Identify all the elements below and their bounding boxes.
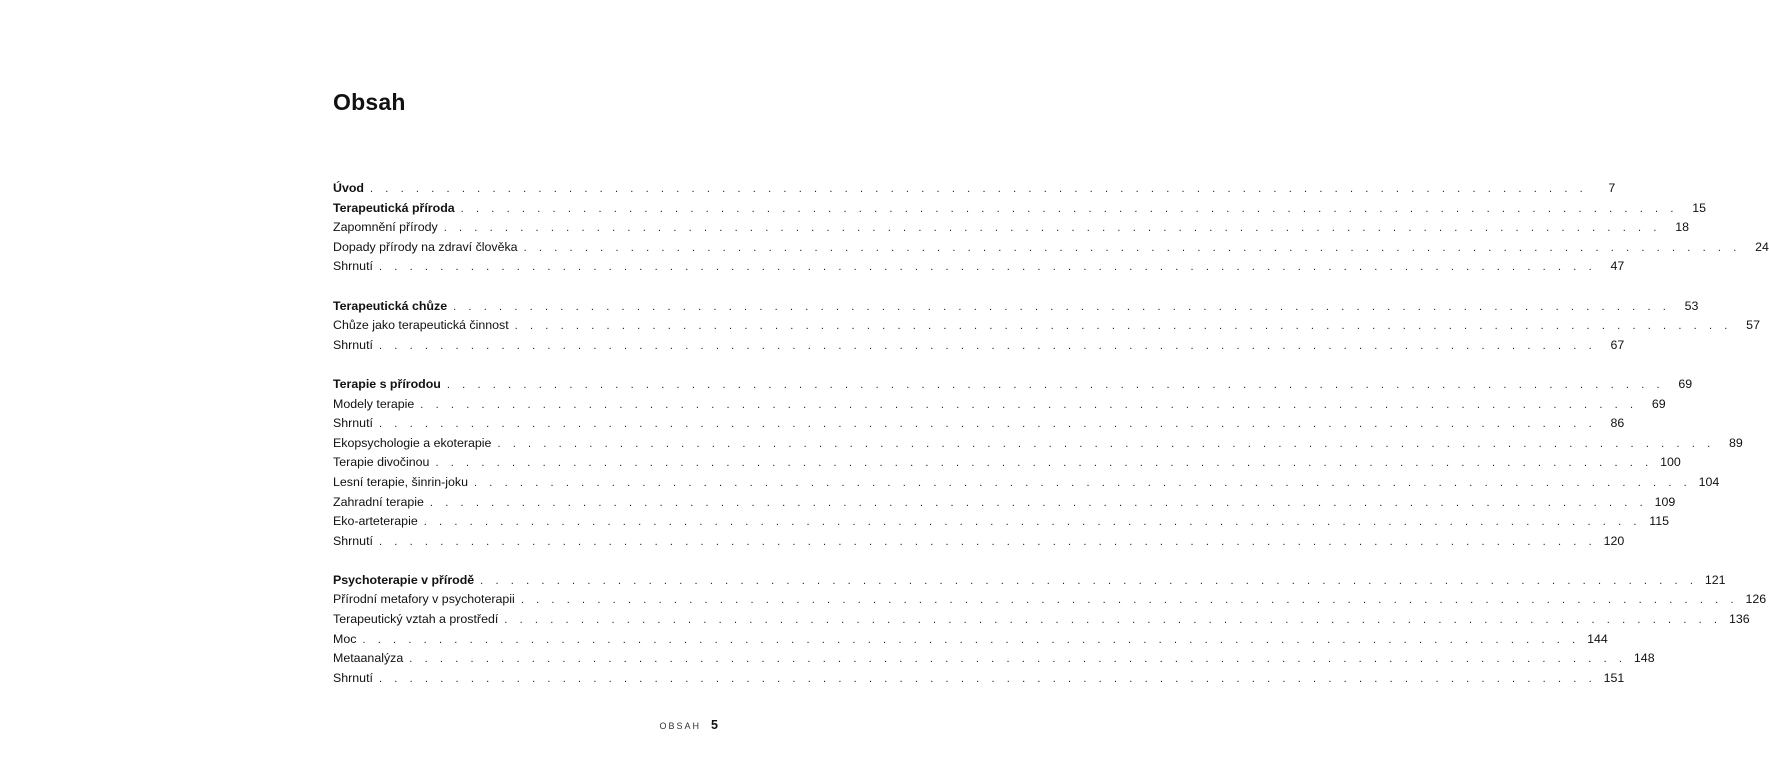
toc-dot-leader: . . . . . . . . . . . . . . . . . . . . . . . . . . . . . . . . . . . . . . . . . . . . . . . . . . . . . . . . . . . . . . . . . . . . . . . . . . . . . . . . — [474, 476, 1692, 489]
toc-entry-label: Terapie s přírodou — [333, 376, 441, 391]
toc-entry-label: Shrnutí — [333, 259, 373, 274]
toc-entry-page: 151 — [1603, 670, 1625, 685]
toc-entry-page: 18 — [1675, 220, 1690, 235]
toc-subsection-entry — [333, 493, 1676, 513]
toc-entry-label: Terapeutická chůze — [333, 298, 448, 313]
toc-dot-leader: . . . . . . . . . . . . . . . . . . . . . . . . . . . . . . . . . . . . . . . . . . . . . . . . . . . . . . . . . . . . . . . . . . . . . . . . . . . . . . . . — [378, 418, 1597, 431]
toc-subsection-entry — [333, 669, 1625, 689]
toc-entry-label: Lesní terapie, šinrin-joku — [333, 474, 468, 489]
toc-dot-leader: . . . . . . . . . . . . . . . . . . . . . . . . . . . . . . . . . . . . . . . . . . . . . . . . . . . . . . . . . . . . . . . . . . . . . . . . . . . . . . . . — [409, 653, 1627, 666]
toc-chapter-entry — [333, 571, 1726, 591]
toc-entry-page: 121 — [1704, 572, 1726, 587]
toc-dot-leader: . . . . . . . . . . . . . . . . . . . . . . . . . . . . . . . . . . . . . . . . . . . . . . . . . . . . . . . . . . . . . . . . . . . . . . . . . . . . . . . . — [443, 222, 1662, 235]
toc-entry-label: Dopady přírody na zdraví člověka — [333, 239, 518, 254]
toc-entry-label: Terapie divočinou — [333, 455, 430, 470]
toc-entry-page: 120 — [1603, 533, 1625, 548]
toc-entry-label: Shrnutí — [333, 416, 373, 431]
toc-entry-page: 136 — [1728, 612, 1750, 627]
toc-entry-page: 47 — [1610, 259, 1625, 274]
toc-entry-page: 89 — [1728, 435, 1743, 450]
toc-subsection-entry — [333, 532, 1625, 552]
toc-subsection-entry — [333, 238, 1769, 258]
toc-dot-leader: . . . . . . . . . . . . . . . . . . . . . . . . . . . . . . . . . . . . . . . . . . . . . . . . . . . . . . . . . . . . . . . . . . . . . . . . . . . . . . . . — [378, 339, 1597, 352]
toc-entry-page: 7 — [1608, 181, 1616, 195]
toc-dot-leader: . . . . . . . . . . . . . . . . . . . . . . . . . . . . . . . . . . . . . . . . . . . . . . . . . . . . . . . . . . . . . . . . . . . . . . . . . . . . . . . . — [423, 516, 1642, 529]
toc-entry-page: 69 — [1651, 396, 1666, 411]
toc-dot-leader: . . . . . . . . . . . . . . . . . . . . . . . . . . . . . . . . . . . . . . . . . . . . . . . . . . . . . . . . . . . . . . . . . . . . . . . . . . . . . . . . — [369, 183, 1588, 195]
toc-chapter-entry — [333, 297, 1699, 317]
toc-entry-label: Zahradní terapie — [333, 494, 424, 509]
toc-entry-label: Terapeutický vztah a prostředí — [333, 612, 499, 627]
running-footer-label: OBSAH — [659, 721, 702, 731]
toc-subsection-entry — [333, 414, 1625, 434]
toc-entry-label: Modely terapie — [333, 396, 415, 411]
toc-entry-page: 126 — [1745, 592, 1767, 607]
toc-entry-label: Úvod — [333, 181, 364, 195]
toc-dot-leader: . . . . . . . . . . . . . . . . . . . . . . . . . . . . . . . . . . . . . . . . . . . . . . . . . . . . . . . . . . . . . . . . . . . . . . . . . . . . . . . . — [362, 633, 1580, 646]
toc-entry-page: 53 — [1684, 298, 1699, 313]
toc-dot-leader: . . . . . . . . . . . . . . . . . . . . . . . . . . . . . . . . . . . . . . . . . . . . . . . . . . . . . . . . . . . . . . . . . . . . . . . . . . . . . . . . — [480, 574, 1698, 587]
toc-entry-page: 104 — [1698, 474, 1720, 489]
toc-subsection-entry — [333, 316, 1760, 336]
toc-entry-label: Zapomnění přírody — [333, 220, 438, 235]
toc-subsection-entry — [333, 434, 1743, 454]
toc-entry-label: Shrnutí — [333, 533, 373, 548]
toc-entry-label: Shrnutí — [333, 670, 373, 685]
toc-subsection-entry — [333, 630, 1608, 650]
page-title: Obsah — [333, 89, 406, 116]
toc-dot-leader: . . . . . . . . . . . . . . . . . . . . . . . . . . . . . . . . . . . . . . . . . . . . . . . . . . . . . . . . . . . . . . . . . . . . . . . . . . . . . . . . — [435, 457, 1653, 470]
toc-subsection-entry — [333, 590, 1767, 610]
toc-dot-leader: . . . . . . . . . . . . . . . . . . . . . . . . . . . . . . . . . . . . . . . . . . . . . . . . . . . . . . . . . . . . . . . . . . . . . . . . . . . . . . . . — [504, 614, 1722, 627]
toc-dot-leader: . . . . . . . . . . . . . . . . . . . . . . . . . . . . . . . . . . . . . . . . . . . . . . . . . . . . . . . . . . . . . . . . . . . . . . . . . . . . . . . . — [378, 535, 1597, 548]
toc-entry-page: 100 — [1660, 455, 1681, 470]
toc-dot-leader: . . . . . . . . . . . . . . . . . . . . . . . . . . . . . . . . . . . . . . . . . . . . . . . . . . . . . . . . . . . . . . . . . . . . . . . . . . . . . . . . — [429, 496, 1648, 509]
page-footer — [632, 718, 718, 732]
toc-entry-page: 86 — [1610, 416, 1625, 431]
toc-entry-page: 67 — [1610, 337, 1625, 352]
toc-dot-leader: . . . . . . . . . . . . . . . . . . . . . . . . . . . . . . . . . . . . . . . . . . . . . . . . . . . . . . . . . . . . . . . . . . . . . . . . . . . . . . . . — [514, 320, 1732, 333]
toc-subsection-entry — [333, 649, 1655, 669]
toc-subsection-entry — [333, 336, 1625, 356]
toc-entry-page: 57 — [1746, 318, 1760, 333]
toc-subsection-entry — [333, 257, 1625, 277]
toc-entry-label: Moc — [333, 631, 357, 646]
toc-dot-leader: . . . . . . . . . . . . . . . . . . . . . . . . . . . . . . . . . . . . . . . . . . . . . . . . . . . . . . . . . . . . . . . . . . . . . . . . . . . . . . . . — [446, 378, 1665, 391]
toc-subsection-entry — [333, 453, 1681, 473]
toc-section-gap — [333, 355, 717, 375]
toc-entry-page: 115 — [1649, 514, 1670, 529]
toc-chapter-entry — [333, 199, 1706, 219]
table-of-contents — [333, 179, 1769, 688]
toc-chapter-entry — [333, 179, 1616, 199]
toc-section-gap — [333, 551, 717, 571]
toc-entry-page: 109 — [1654, 494, 1676, 509]
toc-subsection-entry — [333, 473, 1720, 493]
toc-entry-label: Ekopsychologie a ekoterapie — [333, 435, 492, 450]
toc-chapter-entry — [333, 375, 1693, 395]
toc-dot-leader: . . . . . . . . . . . . . . . . . . . . . . . . . . . . . . . . . . . . . . . . . . . . . . . . . . . . . . . . . . . . . . . . . . . . . . . . . . . . . . . . — [378, 261, 1597, 274]
toc-entry-label: Metaanalýza — [333, 651, 404, 666]
toc-dot-leader: . . . . . . . . . . . . . . . . . . . . . . . . . . . . . . . . . . . . . . . . . . . . . . . . . . . . . . . . . . . . . . . . . . . . . . . . . . . . . . . . — [453, 300, 1671, 313]
toc-entry-label: Eko-arteterapie — [333, 514, 418, 529]
toc-entry-page: 144 — [1587, 631, 1608, 646]
toc-entry-page: 69 — [1678, 376, 1693, 391]
toc-dot-leader: . . . . . . . . . . . . . . . . . . . . . . . . . . . . . . . . . . . . . . . . . . . . . . . . . . . . . . . . . . . . . . . . . . . . . . . . . . . . . . . . — [378, 672, 1597, 685]
toc-subsection-entry — [333, 610, 1750, 630]
toc-entry-label: Terapeutická příroda — [333, 200, 455, 215]
toc-section-gap — [333, 277, 717, 297]
toc-subsection-entry — [333, 395, 1666, 415]
toc-dot-leader: . . . . . . . . . . . . . . . . . . . . . . . . . . . . . . . . . . . . . . . . . . . . . . . . . . . . . . . . . . . . . . . . . . . . . . . . . . . . . . . . — [420, 398, 1638, 411]
toc-entry-page: 148 — [1633, 651, 1655, 666]
toc-dot-leader: . . . . . . . . . . . . . . . . . . . . . . . . . . . . . . . . . . . . . . . . . . . . . . . . . . . . . . . . . . . . . . . . . . . . . . . . . . . . . . . . — [523, 241, 1741, 254]
toc-entry-page: 15 — [1692, 200, 1706, 215]
toc-dot-leader: . . . . . . . . . . . . . . . . . . . . . . . . . . . . . . . . . . . . . . . . . . . . . . . . . . . . . . . . . . . . . . . . . . . . . . . . . . . . . . . . — [460, 202, 1678, 215]
page-number: 5 — [711, 718, 718, 732]
toc-dot-leader: . . . . . . . . . . . . . . . . . . . . . . . . . . . . . . . . . . . . . . . . . . . . . . . . . . . . . . . . . . . . . . . . . . . . . . . . . . . . . . . . — [520, 594, 1739, 607]
toc-entry-label: Chůze jako terapeutická činnost — [333, 318, 509, 333]
toc-entry-label: Shrnutí — [333, 337, 373, 352]
toc-subsection-entry — [333, 218, 1690, 238]
toc-entry-page: 24 — [1755, 239, 1769, 254]
toc-dot-leader: . . . . . . . . . . . . . . . . . . . . . . . . . . . . . . . . . . . . . . . . . . . . . . . . . . . . . . . . . . . . . . . . . . . . . . . . . . . . . . . . — [497, 437, 1715, 450]
toc-entry-label: Přírodní metafory v psychoterapii — [333, 592, 515, 607]
toc-subsection-entry — [333, 512, 1670, 532]
toc-entry-label: Psychoterapie v přírodě — [333, 572, 475, 587]
